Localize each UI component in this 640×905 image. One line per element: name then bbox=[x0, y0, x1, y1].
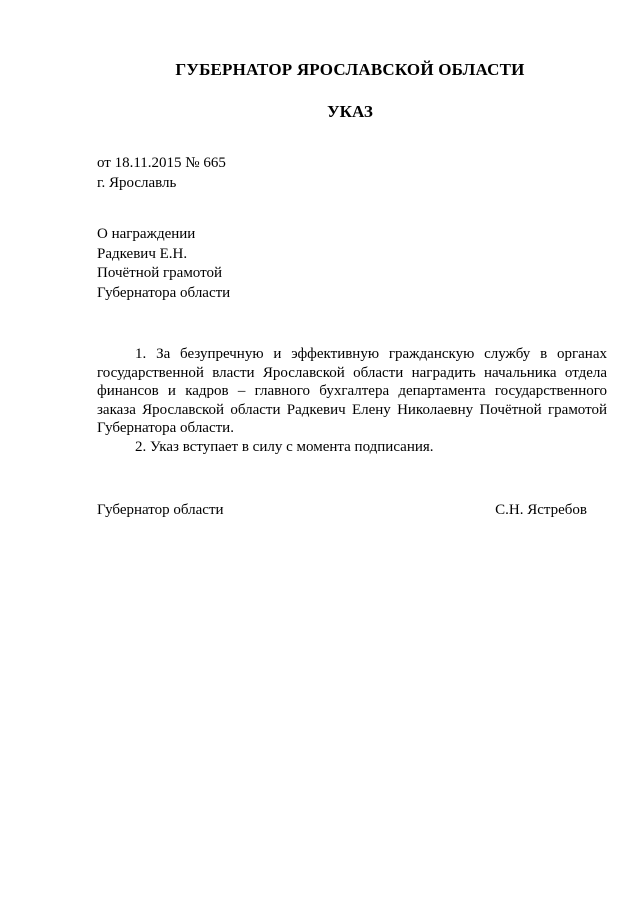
signatory-name: С.Н. Ястребов bbox=[495, 502, 587, 518]
subject-line: Губернатора области bbox=[97, 284, 231, 301]
document-type: УКАЗ bbox=[327, 102, 373, 121]
document-body bbox=[97, 345, 607, 456]
subject-line: Почётной грамотой bbox=[97, 265, 222, 281]
subject-line: Радкевич Е.Н. bbox=[97, 245, 188, 262]
document-date-number: от 18.11.2015 № 665 bbox=[97, 155, 226, 171]
document-city: г. Ярославль bbox=[97, 175, 177, 191]
document-subject bbox=[97, 225, 230, 303]
signatory-title: Губернатор области bbox=[97, 502, 224, 518]
subject-line: О награждении bbox=[97, 226, 196, 242]
body-paragraph: 2. Указ вступает в силу с момента подписания. bbox=[135, 438, 434, 455]
body-paragraph: 1. За безупречную и эффективную гражданскую службу в органах государственной власти Ярославской области наградить начальника отдела финансов и кадров – главного бухгалтера департамента государственного заказа Ярославской области Радкевич Елену Николаевну Почётной грамотой Губернатора области. bbox=[97, 346, 607, 436]
issuing-authority: ГУБЕРНАТОР ЯРОСЛАВСКОЙ ОБЛАСТИ bbox=[175, 60, 525, 79]
